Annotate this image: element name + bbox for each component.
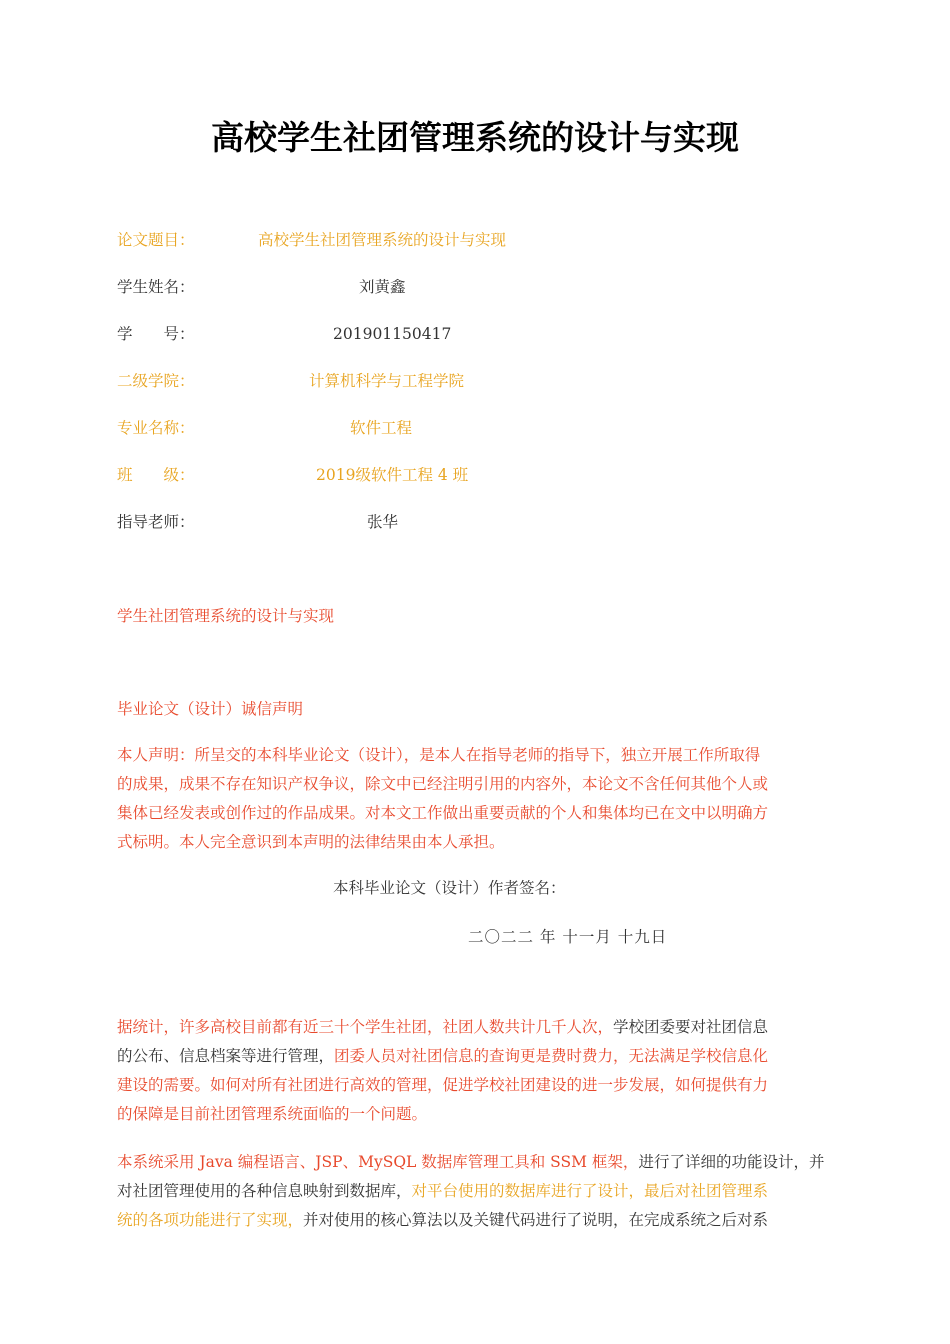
info-label: 论文题目： bbox=[117, 231, 195, 249]
info-value: 2019级软件工程 4 班 bbox=[316, 466, 469, 484]
text-run: 对平台使用的数据库进行了设计，最后对社团管理系 bbox=[411, 1182, 769, 1200]
declaration-text bbox=[117, 741, 827, 857]
text-run: 统的各项功能进行了实现， bbox=[117, 1211, 304, 1229]
text-run: 团委人员对社团信息的查询更是费时费力，无法满足学校信息化 bbox=[334, 1047, 769, 1065]
info-value: 刘黄鑫 bbox=[359, 278, 406, 296]
text-run: 的公布、信息档案等进行管理， bbox=[117, 1047, 335, 1065]
document-title: 高校学生社团管理系统的设计与实现 bbox=[211, 118, 739, 157]
text-run: 进行了详细的功能设计，并 bbox=[638, 1153, 825, 1171]
subtitle: 学生社团管理系统的设计与实现 bbox=[117, 607, 335, 625]
info-value: 201901150417 bbox=[333, 325, 452, 343]
info-label: 指导老师： bbox=[117, 513, 195, 531]
info-value: 软件工程 bbox=[350, 419, 413, 437]
info-label: 专业名称： bbox=[117, 419, 195, 437]
text-run: 建设的需要。如何对所有社团进行高效的管理，促进学校社团建设的进一步发展，如何提供有力 bbox=[117, 1076, 769, 1094]
text-run: 并对使用的核心算法以及关键代码进行了说明，在完成系统之后对系 bbox=[303, 1211, 769, 1229]
abstract-paragraph-2 bbox=[117, 1148, 827, 1235]
declaration-line: 集体已经发表或创作过的作品成果。对本文工作做出重要贡献的个人和集体均已在文中以明确方 bbox=[117, 804, 769, 822]
info-value: 计算机科学与工程学院 bbox=[309, 372, 465, 390]
info-value: 张华 bbox=[367, 513, 399, 531]
signature-line: 本科毕业论文（设计）作者签名： bbox=[333, 879, 566, 897]
declaration-line: 式标明。本人完全意识到本声明的法律结果由本人承担。 bbox=[117, 833, 505, 851]
text-run: 的保障是目前社团管理系统面临的一个问题。 bbox=[117, 1105, 428, 1123]
text-run: 本系统采用 Java 编程语言、JSP、MySQL 数据库管理工具和 SSM 框架， bbox=[117, 1153, 639, 1171]
text-run: 据统计，许多高校目前都有近三十个学生社团，社团人数共计几千人次， bbox=[117, 1018, 614, 1036]
declaration-line: 的成果，成果不存在知识产权争议，除文中已经注明引用的内容外，本论文不含任何其他个人或 bbox=[117, 775, 769, 793]
declaration-date: 二〇二二 年 十一月 十九日 bbox=[468, 928, 668, 946]
info-label: 班 级： bbox=[117, 466, 195, 484]
info-label: 学生姓名： bbox=[117, 278, 195, 296]
abstract-paragraph-1 bbox=[117, 1013, 827, 1129]
info-label: 学 号： bbox=[117, 325, 195, 343]
declaration-heading: 毕业论文（设计）诚信声明 bbox=[117, 700, 304, 718]
text-run: 对社团管理使用的各种信息映射到数据库， bbox=[117, 1182, 412, 1200]
info-value: 高校学生社团管理系统的设计与实现 bbox=[258, 231, 507, 249]
declaration-line: 本人声明：所呈交的本科毕业论文（设计），是本人在指导老师的指导下，独立开展工作所取得 bbox=[117, 746, 761, 764]
info-label: 二级学院： bbox=[117, 372, 195, 390]
text-run: 学校团委要对社团信息 bbox=[613, 1018, 769, 1036]
